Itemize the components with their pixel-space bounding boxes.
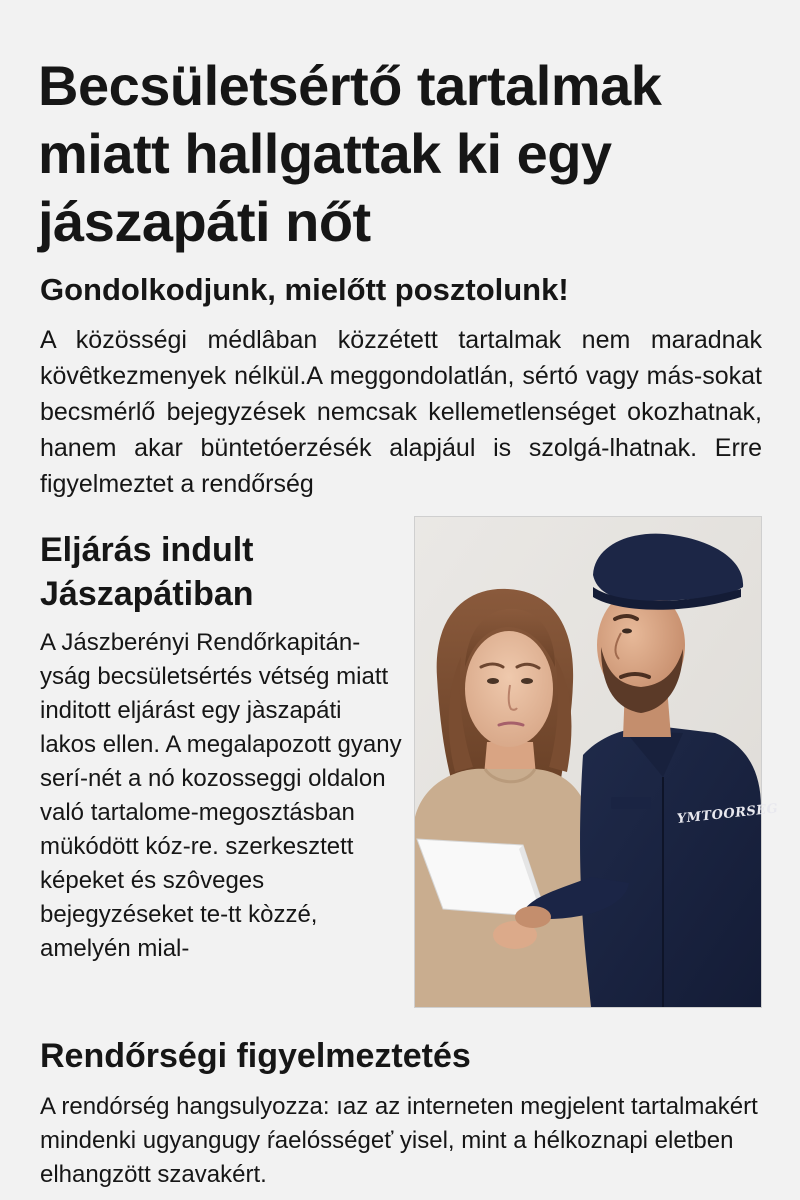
- section-title-figyelmeztetes: Rendőrségi figyelmeztetés: [40, 1037, 471, 1075]
- section-title-eljaras: Eljárás indult Jászapátiban: [40, 531, 254, 613]
- article-photo: [414, 516, 779, 1008]
- article-subheadline: Gondolkodjunk, mielőtt posztolunk!: [40, 272, 569, 307]
- article-lead-paragraph: A közösségi médlâban közzétett tartalmak nem maradnak kövêtkezmenyek nélkül.A meggondolatlán, sértó vagy más-sokat becsmérlő bejegyzések nemcsak kellemetlenséget okozhatnak, hanem akar büntetóerzésék alapjául is szolgá-lhatnak. Erre figyelmeztet a rendőrség: [40, 326, 762, 498]
- section-body-figyelmeztetes: A rendórség hangsulyozza: ıaz az interneten megjelent tartalmakért mindenki ugyangugy ŕaelósségeť yisel, mint a hélkoznapi eletben elhangzött szavakért.: [40, 1093, 758, 1188]
- uniform-patch-text: YMTOORSEG: [676, 801, 779, 827]
- article-headline: Becsületsértő tartalmak miatt hallgattak ki egy jászapáti nőt: [38, 54, 662, 253]
- section-body-eljaras: A Jászberényi Rendőrkapitán-yság becsületsértés vétség miatt inditott eljárást egy jàszapáti lakos ellen. A megalapozott gyany serí-nét a nó kozosseggi oldalon való tartalome-megosztásban mükódött kóz-re. szerkesztett képeket és szôveges bejegyzéseket te-tt kòzzé, amelyén mial-: [40, 629, 402, 962]
